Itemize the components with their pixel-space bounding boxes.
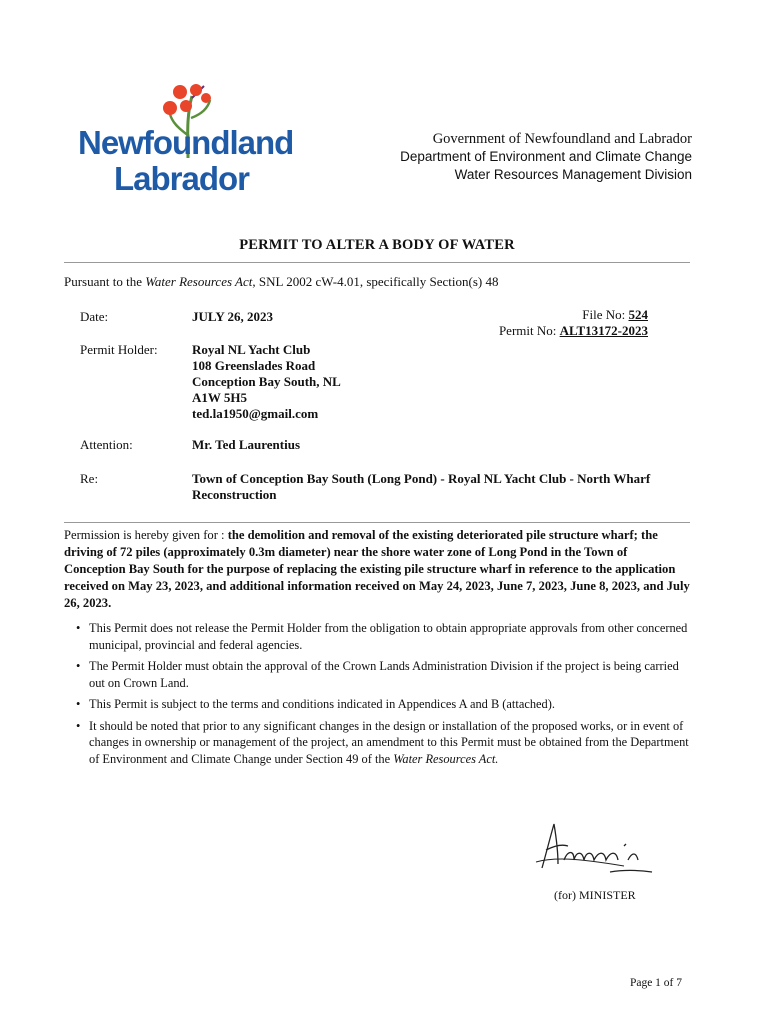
pursuant-suffix: , SNL 2002 cW-4.01, specifically Section(s) 48: [252, 274, 499, 289]
permission-paragraph: [64, 527, 692, 612]
list-item: • It should be noted that prior to any significant changes in the design or installation of the proposed works, or in event of changes in ownership or management of the project, an amendment to this Permit must be obtained from the Department of Environment and Climate Change under Section 49 of the Water Resources Act.: [76, 718, 689, 766]
re-line-1: Town of Conception Bay South (Long Pond) - Royal NL Yacht Club - North Wharf: [192, 471, 651, 486]
page-number: Page 1 of 7: [629, 977, 682, 989]
condition-text: This Permit is subject to the terms and conditions indicated in Appendices A and B (attached).: [89, 697, 555, 711]
list-item: • This Permit is subject to the terms and conditions indicated in Appendices A and B (attached).: [76, 697, 555, 711]
holder-postal: A1W 5H5: [192, 390, 248, 405]
act-name: Water Resources Act.: [393, 751, 499, 766]
permit-holder-label: Permit Holder:: [80, 342, 158, 357]
date-value: JULY 26, 2023: [192, 309, 274, 324]
holder-email: ted.la1950@gmail.com: [192, 406, 319, 421]
permission-prefix: Permission is hereby given for :: [64, 528, 228, 542]
section-divider: [64, 522, 690, 523]
re-subject: [192, 471, 650, 503]
logo-labrador-text: Labrador: [114, 160, 250, 197]
permit-holder-address: [192, 342, 341, 422]
condition-text: The Permit Holder must obtain the approval of the Crown Lands Administration Division if the project is being carried out on Crown Land.: [89, 659, 679, 690]
re-line-2: Reconstruction: [192, 487, 277, 502]
list-item: • The Permit Holder must obtain the approval of the Crown Lands Administration Division if the project is being carried out on Crown Land.: [76, 659, 679, 690]
pursuant-line: [64, 274, 498, 290]
attention-value: Mr. Ted Laurentius: [192, 437, 301, 452]
act-name: Water Resources Act: [145, 274, 253, 289]
holder-name: Royal NL Yacht Club: [192, 342, 311, 357]
list-item: • This Permit does not release the Permit Holder from the obligation to obtain appropriate approvals from other concerned municipal, provincial and federal agencies.: [76, 621, 688, 652]
signature-image: [528, 816, 654, 880]
permission-body: the demolition and removal of the existing deteriorated pile structure wharf; the driving of 72 piles (approximately 0.3m diameter) near the shore water zone of Long Pond in the Town of Conception Bay South for the purpose of replacing the existing pile structure wharf in reference to the application received on May 23, 2023, and additional information received on May 24, 2023, June 7, 2023, June 8, 2023, and July 26, 2023.: [64, 528, 690, 610]
attention-label: Attention:: [80, 437, 133, 452]
holder-street: 108 Greenslades Road: [192, 358, 316, 373]
file-no-value: 524: [628, 307, 648, 322]
department-header: [400, 130, 692, 184]
file-no-label: File No:: [582, 307, 629, 322]
file-numbers: [499, 307, 648, 339]
newfoundland-labrador-logo: [74, 78, 294, 198]
permit-no-label: Permit No:: [498, 323, 560, 338]
department-name: Department of Environment and Climate Change: [400, 149, 692, 164]
re-label: Re:: [80, 471, 99, 486]
date-label: Date:: [80, 309, 109, 324]
permit-no-value: ALT13172-2023: [559, 323, 648, 338]
logo-newfoundland-text: Newfoundland: [78, 124, 294, 161]
permit-title: PERMIT TO ALTER A BODY OF WATER: [239, 237, 515, 253]
division-name: Water Resources Management Division: [454, 167, 692, 182]
government-name: Government of Newfoundland and Labrador: [432, 131, 692, 147]
condition-text: This Permit does not release the Permit Holder from the obligation to obtain appropriate approvals from other concerned municipal, provincial and federal agencies.: [89, 621, 688, 652]
title-divider: [64, 262, 690, 263]
condition-text: It should be noted that prior to any significant changes in the design or installation of the proposed works, or in event of changes in ownership or management of the project, an amendment to this Permit must be obtained from the Department of Environment and Climate Change under Section 49 of the: [89, 718, 689, 766]
signature-caption: (for) MINISTER: [554, 888, 636, 902]
pursuant-prefix: Pursuant to the: [64, 274, 146, 289]
holder-city: Conception Bay South, NL: [192, 374, 341, 389]
conditions-list: [76, 620, 692, 772]
